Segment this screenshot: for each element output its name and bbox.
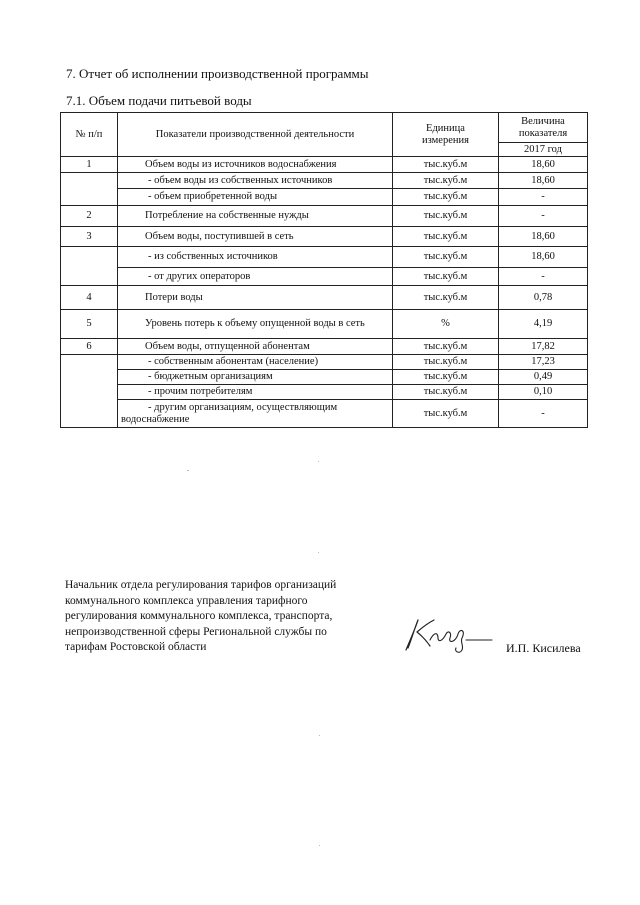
header-num: № п/п <box>61 113 118 157</box>
row-num: 5 <box>61 310 118 339</box>
row-unit: тыс.куб.м <box>393 173 499 189</box>
table-row <box>61 206 588 227</box>
row-indicator: Объем воды, отпущенной абонентам <box>118 339 393 355</box>
row-value: 0,78 <box>499 286 588 310</box>
row-value: - <box>499 189 588 206</box>
table-row <box>61 189 588 206</box>
signatory-title-line: тарифам Ростовской области <box>65 641 207 653</box>
row-unit: % <box>393 310 499 339</box>
table-row <box>61 339 588 355</box>
row-indicator: - из собственных источников <box>118 247 393 268</box>
signatory-title-line: непроизводственной сферы Региональной службы по <box>65 625 327 638</box>
row-indicator: Уровень потерь к объему опущенной воды в сеть <box>118 310 393 339</box>
row-num <box>61 173 118 206</box>
row-indicator: Потери воды <box>118 286 393 310</box>
row-unit: тыс.куб.м <box>393 370 499 385</box>
signatory-title-line: коммунального комплекса управления тарифного <box>65 594 308 607</box>
subsection-title: 7.1. Объем подачи питьевой воды <box>66 93 252 108</box>
header-indicator: Показатели производственной деятельности <box>118 113 393 157</box>
row-value: 18,60 <box>499 157 588 173</box>
row-indicator: - от других операторов <box>118 268 393 286</box>
row-indicator: Объем воды, поступившей в сеть <box>118 227 393 247</box>
scan-speck <box>319 735 320 736</box>
row-num <box>61 355 118 428</box>
row-indicator: - объем приобретенной воды <box>118 189 393 206</box>
row-num: 3 <box>61 227 118 247</box>
table-row <box>61 173 588 189</box>
table-row <box>61 310 588 339</box>
scan-speck <box>318 461 319 462</box>
row-indicator: - объем воды из собственных источников <box>118 173 393 189</box>
row-value: - <box>499 206 588 227</box>
row-unit: тыс.куб.м <box>393 247 499 268</box>
row-num: 1 <box>61 157 118 173</box>
row-indicator: Потребление на собственные нужды <box>118 206 393 227</box>
header-unit: Единица измерения <box>393 113 499 157</box>
row-value: 18,60 <box>499 173 588 189</box>
table-row <box>61 385 588 400</box>
row-unit: тыс.куб.м <box>393 385 499 400</box>
handwritten-signature <box>400 610 495 655</box>
row-unit: тыс.куб.м <box>393 400 499 428</box>
row-indicator: - прочим потребителям <box>118 385 393 400</box>
row-unit: тыс.куб.м <box>393 268 499 286</box>
row-unit: тыс.куб.м <box>393 286 499 310</box>
row-indicator: Объем воды из источников водоснабжения <box>118 157 393 173</box>
row-unit: тыс.куб.м <box>393 206 499 227</box>
row-num: 2 <box>61 206 118 227</box>
table-row <box>61 370 588 385</box>
row-unit: тыс.куб.м <box>393 157 499 173</box>
water-supply-table <box>60 112 588 428</box>
row-indicator: - другим организациям, осуществляющим водоснабжение <box>118 400 393 428</box>
row-value: 0,10 <box>499 385 588 400</box>
signatory-name: И.П. Кисилева <box>506 641 581 655</box>
row-value: - <box>499 400 588 428</box>
header-value-group: Величина показателя <box>499 113 588 143</box>
table-row <box>61 268 588 286</box>
row-num: 4 <box>61 286 118 310</box>
table-row <box>61 157 588 173</box>
row-value: 17,23 <box>499 355 588 370</box>
row-value: - <box>499 268 588 286</box>
scan-speck <box>319 845 320 846</box>
row-value: 0,49 <box>499 370 588 385</box>
row-unit: тыс.куб.м <box>393 355 499 370</box>
table-row <box>61 227 588 247</box>
table-row <box>61 247 588 268</box>
signatory-title <box>65 578 395 656</box>
row-unit: тыс.куб.м <box>393 189 499 206</box>
row-value: 18,60 <box>499 227 588 247</box>
signatory-title-line: регулирования коммунального комплекса, транспорта, <box>65 610 333 622</box>
table-row <box>61 400 588 428</box>
scan-speck <box>187 470 189 471</box>
scan-speck <box>318 552 319 553</box>
row-indicator: - собственным абонентам (население) <box>118 355 393 370</box>
signatory-title-line: Начальник отдела регулирования тарифов организаций <box>65 579 337 591</box>
row-unit: тыс.куб.м <box>393 227 499 247</box>
row-num <box>61 247 118 286</box>
row-unit: тыс.куб.м <box>393 339 499 355</box>
row-num: 6 <box>61 339 118 355</box>
section-title: 7. Отчет об исполнении производственной программы <box>66 66 369 81</box>
table-row <box>61 286 588 310</box>
header-year: 2017 год <box>499 143 588 157</box>
row-value: 4,19 <box>499 310 588 339</box>
row-indicator: - бюджетным организациям <box>118 370 393 385</box>
table-row <box>61 355 588 370</box>
row-value: 18,60 <box>499 247 588 268</box>
row-value: 17,82 <box>499 339 588 355</box>
